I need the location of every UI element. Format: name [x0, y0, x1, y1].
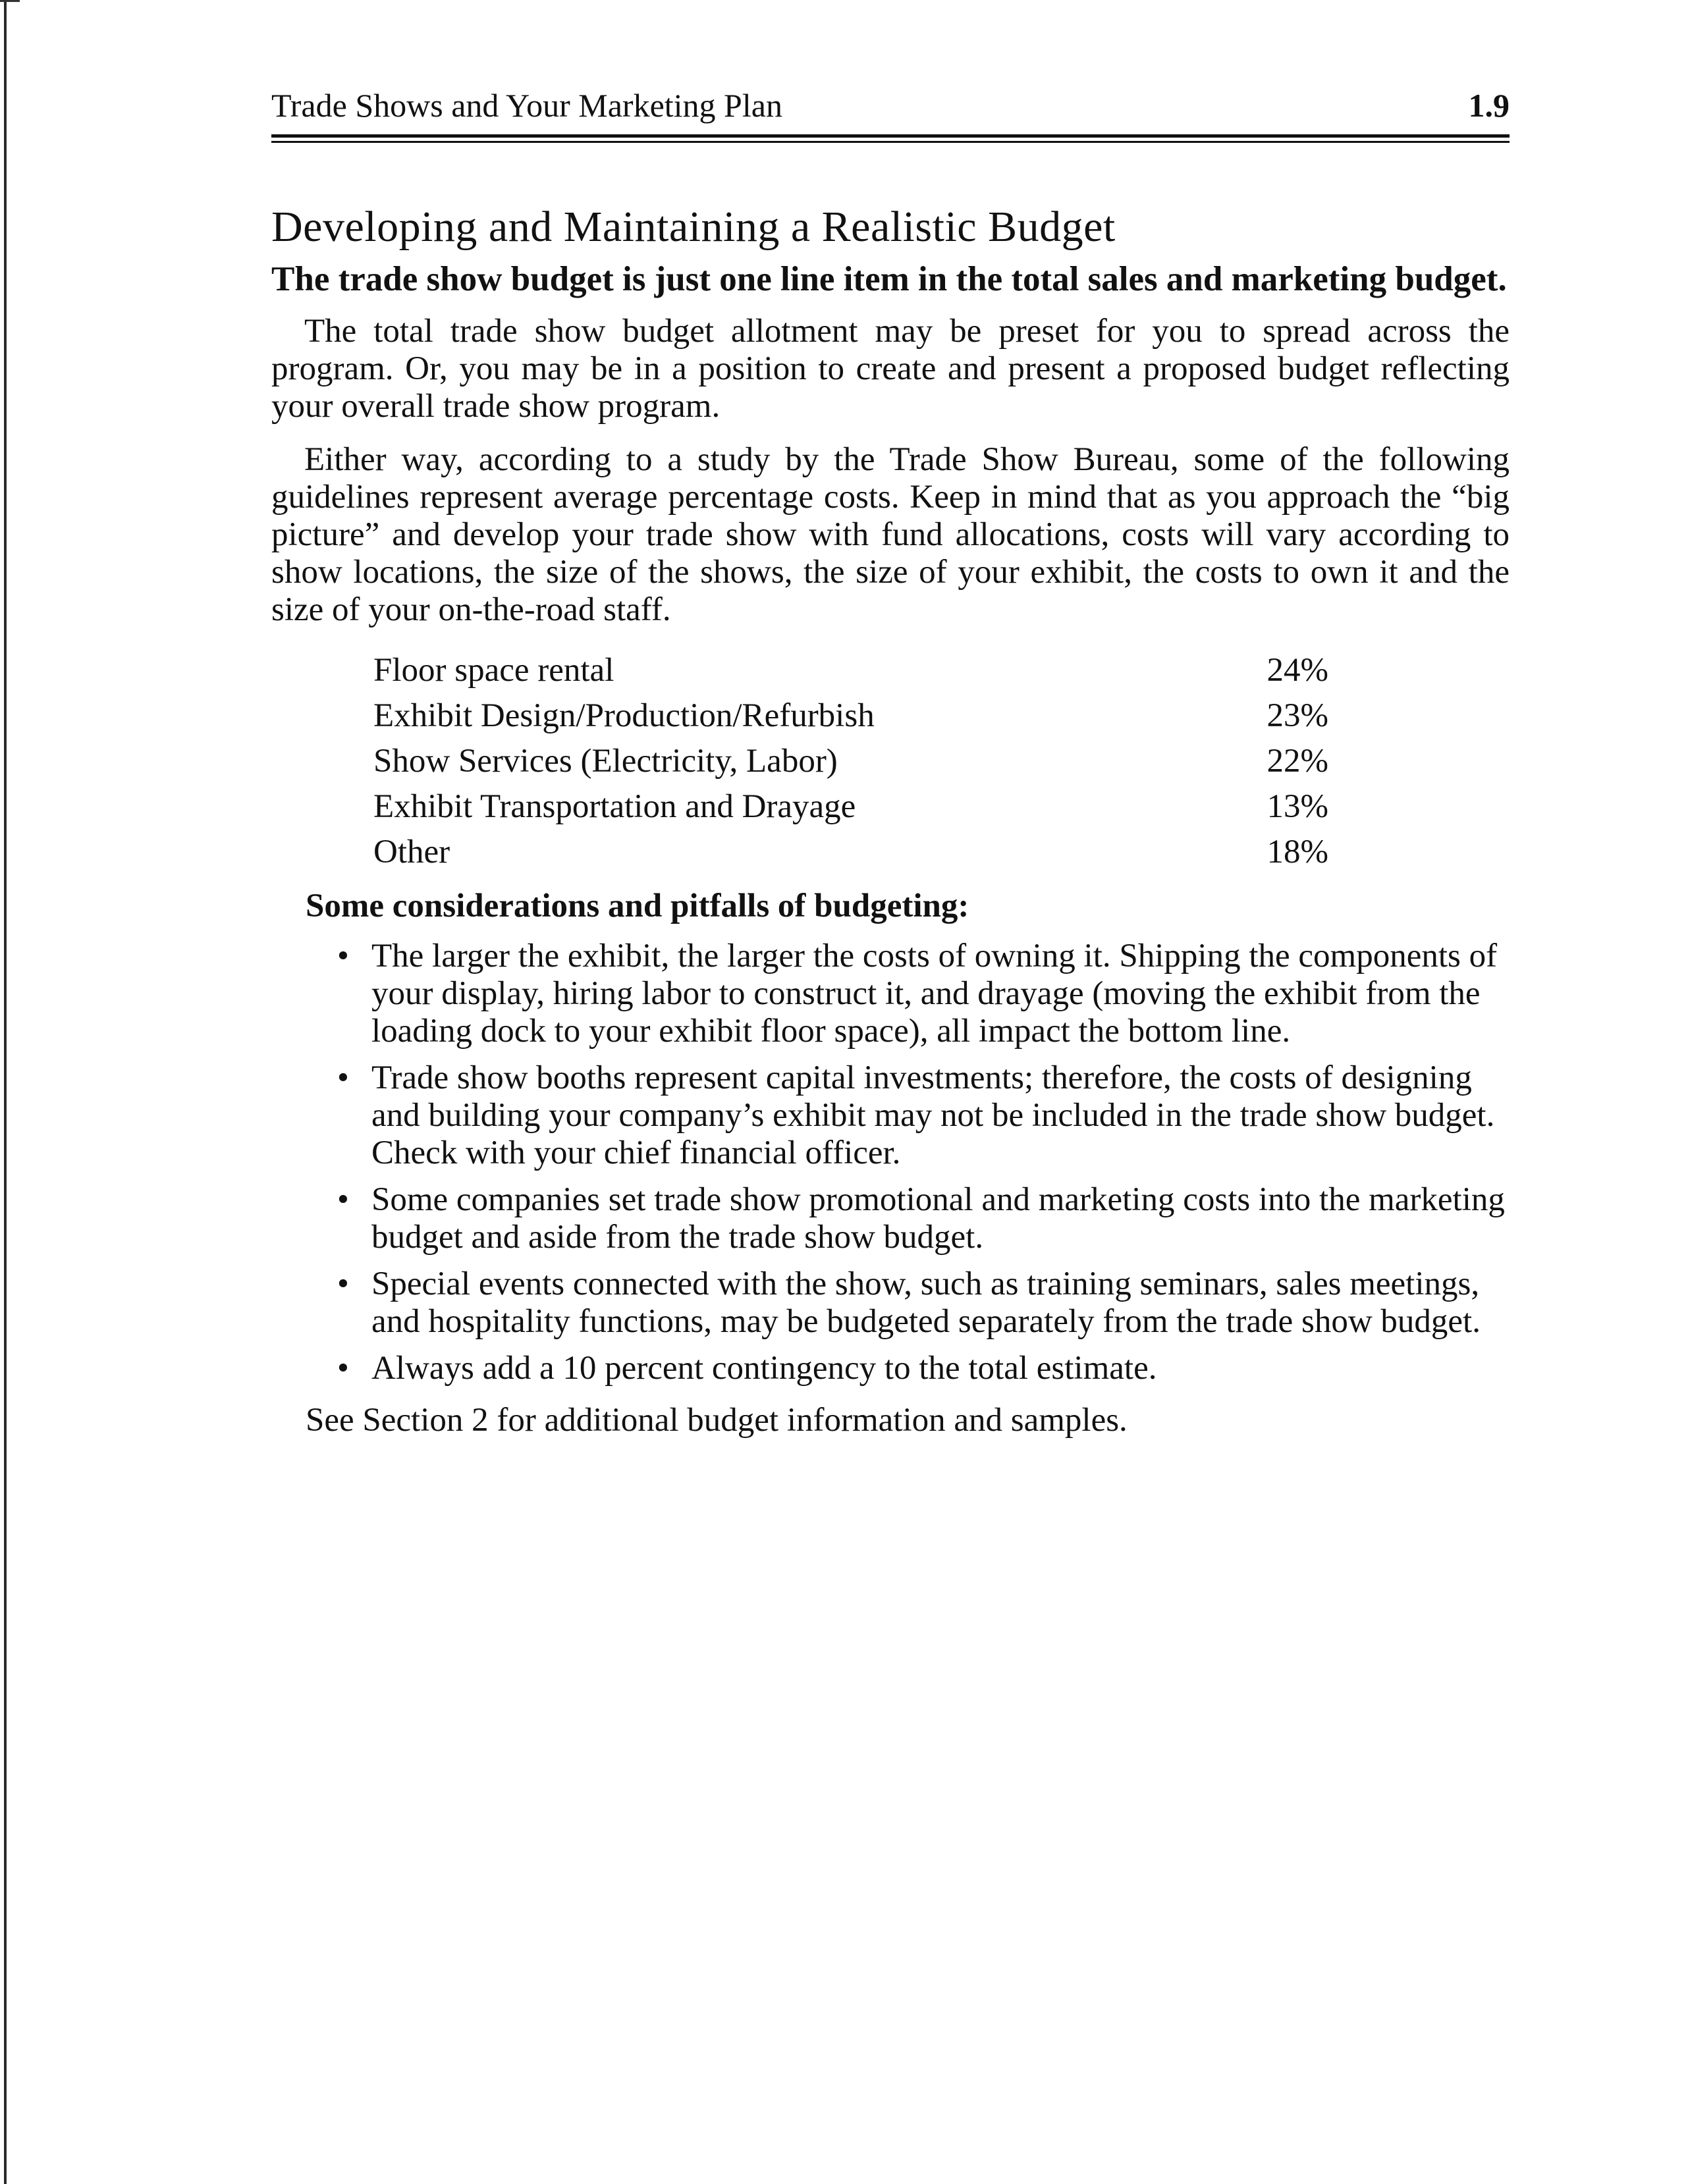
budget-item-label: Exhibit Transportation and Drayage	[373, 787, 856, 825]
corner-mark	[0, 0, 20, 2]
budget-item-label: Floor space rental	[373, 651, 614, 689]
bullet-icon: •	[337, 938, 349, 974]
list-item-text: The larger the exhibit, the larger the costs of owning it. Shipping the components of your display, hiring labor to construct it, and drayage (moving the exhibit from the loading dock to your exhibit floor space), all impact the bottom line.	[371, 938, 1498, 1050]
page-number: 1.9	[1468, 87, 1510, 124]
section-lead: The trade show budget is just one line item in the total sales and marketing budget.	[271, 260, 1507, 298]
table-row	[373, 693, 1328, 738]
list-item-text: Special events connected with the show, such as training seminars, sales meetings, and hospitality functions, may be budgeted separately from the trade show budget.	[371, 1265, 1481, 1340]
running-header	[271, 86, 1510, 125]
table-row	[373, 738, 1328, 784]
list-item	[337, 1181, 1521, 1256]
page-edge-line	[4, 0, 7, 2184]
table-row	[373, 784, 1328, 829]
list-item-text: Always add a 10 percent contingency to the total estimate.	[371, 1350, 1157, 1387]
budget-item-percent: 23%	[1266, 697, 1328, 734]
section-title: Developing and Maintaining a Realistic Budget	[271, 203, 1116, 251]
considerations-heading: Some considerations and pitfalls of budgeting:	[306, 888, 969, 924]
list-item-text: Trade show booths represent capital investments; therefore, the costs of designing and building your company’s exhibit may not be included in the trade show budget. Check with your chief financial officer.	[371, 1059, 1495, 1171]
budget-item-percent: 13%	[1266, 787, 1328, 825]
budget-item-label: Show Services (Electricity, Labor)	[373, 742, 838, 780]
bullet-icon: •	[337, 1059, 349, 1096]
paragraph-1: The total trade show budget allotment may be preset for you to spread across the program. Or, you may be in a position to create and present a proposed budget reflecting your overall trade show program.	[271, 313, 1510, 425]
list-item	[337, 1350, 1521, 1387]
table-row	[373, 647, 1328, 693]
list-item	[337, 1265, 1521, 1341]
budget-percentage-table	[373, 647, 1328, 874]
table-row	[373, 829, 1328, 874]
list-item	[337, 938, 1521, 1050]
budget-item-percent: 24%	[1266, 651, 1328, 689]
header-rule-thick	[271, 134, 1510, 138]
bullet-icon: •	[337, 1265, 349, 1302]
document-page	[271, 86, 1510, 1440]
bullet-icon: •	[337, 1350, 349, 1387]
considerations-list	[271, 938, 1521, 1387]
footer-note: See Section 2 for additional budget information and samples.	[306, 1402, 1128, 1439]
list-item-text: Some companies set trade show promotional and marketing costs into the marketing budget and aside from the trade show budget.	[371, 1181, 1505, 1256]
bullet-icon: •	[337, 1181, 349, 1218]
paragraph-2: Either way, according to a study by the Trade Show Bureau, some of the following guidelines represent average percentage costs. Keep in mind that as you approach the “big picture” and develop your trade show with fund allocations, costs will vary according to show locations, the size of the shows, the size of your exhibit, the costs to own it and the size of your on-the-road staff.	[271, 441, 1510, 628]
budget-item-percent: 18%	[1266, 833, 1328, 870]
running-header-title: Trade Shows and Your Marketing Plan	[271, 87, 782, 124]
list-item	[337, 1059, 1521, 1172]
header-rule-thin	[271, 141, 1510, 143]
budget-item-label: Exhibit Design/Production/Refurbish	[373, 697, 875, 734]
budget-item-label: Other	[373, 833, 450, 870]
budget-item-percent: 22%	[1266, 742, 1328, 780]
